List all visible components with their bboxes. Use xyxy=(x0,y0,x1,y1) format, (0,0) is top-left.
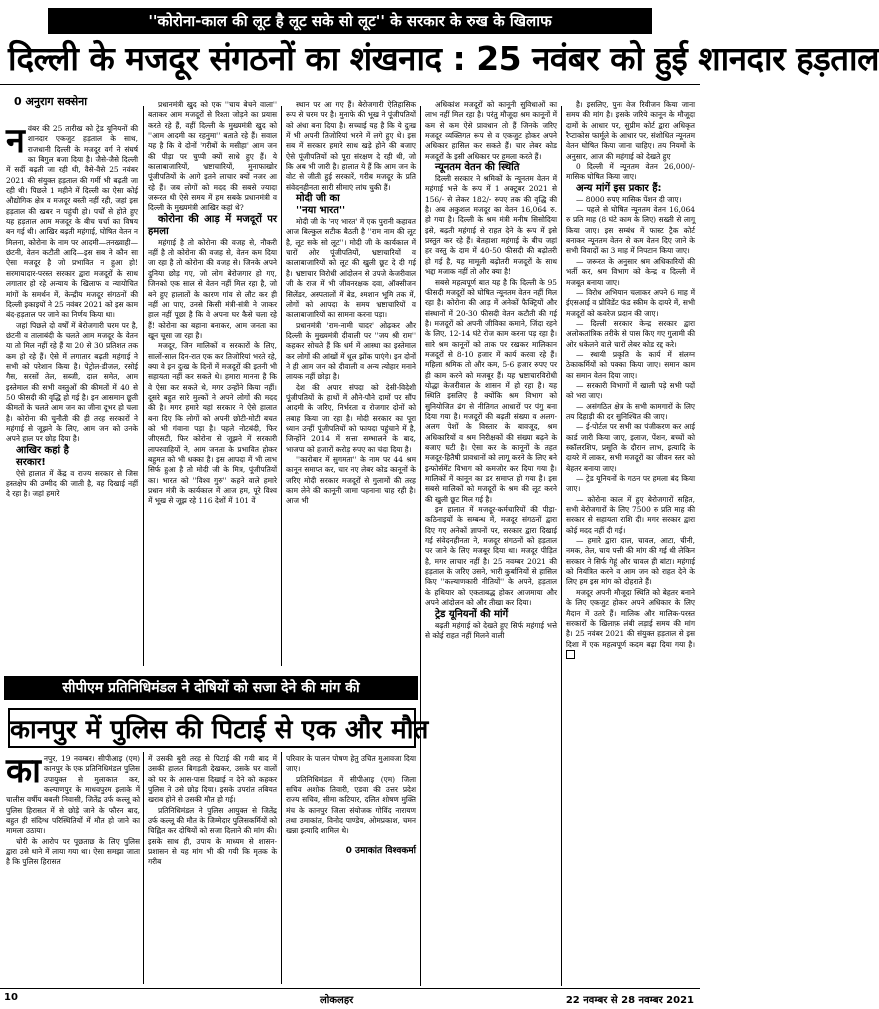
paragraph: 0 दिल्ली में न्यूनतम वेतन 26,000/- मासिक घोषित किया जाए। xyxy=(566,162,695,182)
paragraph: देश की अपार संपदा को देसी-विदेशी पूंजीपतियों के हाथों में औने-पौने दामों पर सौंप आदमी के जरिए, निर्भरता व रोजगार दोनों को तबाह किया जा रहा है। मोदी सरकार का पूरा ध्यान उन्हीं पूंजीपतियों को फायदा पहुंचाने में है, जिन्होंने 2014 में सत्ता सम्भालने के बाद, भाजपा को हजारों करोड़ रुपए का चंदा दिया है। xyxy=(286,382,416,454)
paragraph: इन हालात में मजदूर-कर्मचारियों की पीड़ा-कठिनाइयों के सम्बन्ध में, मजदूर संगठनों द्वारा दिए गए अनेकों ज्ञापनों पर, सरकार द्वारा दिखाई गई संवेदनहीनता ने, मजदूर संगठनों को हड़ताल पर जाने के लिए मजबूर दिया था। मजदूर पीड़ित है, मगर लाचार नहीं है। 25 नवम्बर 2021 की हड़ताल के जरिए उसने, भारी कुर्बानियों से हासिल किए ''कल्याणकारी नीतियों'' के अपने, हड़ताल के हथियार को एकताबद्ध होकर आजमाया और अपने आंदोलन को और तीखा कर दिया। xyxy=(425,505,557,608)
article-column-3 xyxy=(286,100,416,670)
demand-item: — ट्रेड यूनियनों के गठन पर हमला बंद किया जाए। xyxy=(566,474,695,494)
issue-date: 22 नवम्बर से 28 नवम्बर 2021 xyxy=(565,995,694,1006)
paragraph: में उसकी बुरी तरह से पिटाई की गयी बाद में उसकी हालत बिगड़ती देखकर, उसके घर वालों को घर के आस-पास दिखाई न देने को कहकर पुलिस ने उसे छोड़ दिया। इसके उपरांत तबियत खराब होने से उसकी मौत हो गई। xyxy=(148,754,277,805)
paragraph: वंबर की 25 तारीख को ट्रेड यूनियनों की शानदार एकजुट हड़ताल के साथ, राजधानी दिल्ली के मजदूर वर्ग ने संघर्ष का बिगुल बजा दिया है। जैसे-जैसे दिल्ली में सर्दी बढ़ती जा रही थी, वैसे-वैसे 25 नवंबर 2021 की संयुक्त हड़ताल की गर्मी भी बढ़ती जा रही थी। पिछले 1 महीने में दिल्ली का ऐसा कोई औद्योगिक क्षेत्र व मजदूर बस्ती नहीं रही, जहां इस हड़ताल की खबर न पहुंची हो। पर्चों से होते हुए यह हड़ताल आम मजदूर के बीच चर्चा का विषय बन गई थी। आखिर बढ़ती महंगाई, घोषित वेतन न मिलना, कोरोना के नाम पर आदमी—तनख्वाही—छंटनी, वेतन कटौती आदि—इस सब ने कौन सा ऐसा मजदूर है जो प्रभावित न हुआ हो! सरमायादार-परस्त सरकार द्वारा मजदूरों के साथ लगातार हो रहे अन्याय के खिलाफ व न्यायोचित मांगों के समर्थन में, केन्द्रीय मजदूर संगठनों की दिल्ली इकाइयों ने 25 नवंबर 2021 को इस काम बंद-हड़ताल पर जाने का निर्णय किया था। xyxy=(6,124,138,320)
paragraph: ''कारोबार में सुगमता'' के नाम पर 44 श्रम कानून समाप्त कर, चार नए लेबर कोड कानूनों के जरिए मोदी सरकार मजदूरों से गुलामों की तरह काम लेने की कानूनी जामा पहनाना चाह रही है। आज भी xyxy=(286,455,416,506)
column-rule xyxy=(143,106,144,666)
paragraph: बढ़ती महंगाई को देखते हुए सिर्फ महंगाई भत्ते से कोई राहत नहीं मिलने वाली xyxy=(425,620,557,640)
demand-item: — जरूरत के अनुसार श्रम अधिकारियों की भर्ती कर, श्रम विभाग को केन्द्र व दिल्ली में मजबूत बनाया जाए। xyxy=(566,256,695,287)
paragraph: परिवार के पालन पोषण हेतु उचित मुआवजा दिया जाए। xyxy=(286,754,416,774)
author-credit: 0 उमाकांत विश्वकर्मा xyxy=(345,845,416,856)
subheading: न्यूनतम वेतन की स्थिति xyxy=(435,162,520,174)
demand-item: — विरोध अभियान चलाकर अपने 6 माह में ईएसआई व प्रोविडेंट फंड स्कीम के दायरे में, सभी मजदूरों को कवरेज प्रदान की जाए। xyxy=(566,287,695,318)
paragraph: है। इसलिए, पुनः वेज रिवीजन किया जाना समय की मांग है। इसके जरिये कानून के मौजूदा दामों के आधार पर, सुप्रीम कोर्ट द्वारा अधिकृत रैप्टाकोस फार्मूले के आधार पर, संशोधित न्यूनतम वेतन घोषित किया जाना चाहिए। तय नियमों के अनुसार, आज की महंगाई को देखते हुए xyxy=(566,100,695,161)
column-rule xyxy=(420,106,421,986)
page-number: 10 xyxy=(4,992,18,1003)
second-story-kicker: सीपीएम प्रतिनिधिमंडल ने दोषियों को सजा देने की मांग की xyxy=(4,676,418,700)
demand-item: — ई-पोर्टल पर सभी का पंजीकरण कर आई कार्ड जारी किया जाए, इलाज, पेंशन, बच्चों को स्कॉलरशिप, प्रसूति के दौरान लाभ, इत्यादि के दायरे में लाकर, सभी मजदूरों का जीवन स्तर को बेहतर बनाया जाए। xyxy=(566,422,695,473)
demand-item: — कोरोना काल में हुए बेरोजगारों सहित, सभी बेरोजगारों के लिए 7500 रु प्रति माह की सरकार से सहायता राशि दी। मगर सरकार द्वारा कोई मदद नहीं दी गई। xyxy=(566,494,695,535)
subheading: ट्रेड यूनियनों की मांगें xyxy=(435,608,509,620)
paragraph: चोरी के आरोप पर पूछताछ के लिए पुलिस द्वारा उसे थाने में लाया गया था। ऐसा समझा जाता है कि पुलिस हिरासत xyxy=(6,836,140,867)
byline: 0 अनुराग सक्सेना xyxy=(14,95,88,108)
paragraph: प्रधानमंत्री 'राम-नामी चादर' ओढ़कर और दिल्ली के मुख्यमंत्री दीवाली पर ''जय श्री राम'' कहकर सोचते हैं कि धर्म में आस्था का इस्तेमाल कर लोगों की आंखों में धूल झोंक पाएंगे। इन दोनों ने ही आम जन को दीवाली व अन्य त्योहार मनाने लायक नहीं छोड़ा है। xyxy=(286,320,416,382)
subheading: आखिर कहां है xyxy=(16,444,69,456)
column-rule xyxy=(143,752,144,984)
article-column-1 xyxy=(6,121,138,670)
publication-name: लोकलहर xyxy=(320,995,354,1006)
paragraph: अधिकांश मजदूरों को कानूनी सुविधाओं का लाभ नहीं मिल रहा है। परंतु मौजूदा श्रम कानूनों में कम से कम ऐसे प्रावधान तो हैं जिनके जरिए मजदूर व्यक्तिगत रूप से व एकजुट होकर अपने अधिकार हासिल कर सकते हैं। चार लेबर कोड मजदूरों के इसी अधिकार पर हमला करते हैं। xyxy=(425,100,557,161)
second-story-column-2 xyxy=(148,754,277,984)
second-story-column-1 xyxy=(6,751,140,984)
demand-item: — स्थायी प्रकृति के कार्य में संलग्न ठेकाकर्मियों को पक्का किया जाए। समान काम का समान वेतन दिया जाए। xyxy=(566,349,695,380)
paragraph: मजदूर अपनी मौजूदा स्थिति को बेहतर बनाने के लिए एकजुट होकर अपने अधिकार के लिए मैदान में उतरे हैं। मालिक और मालिक-परस्त सरकारों के खिलाफ़ लंबी लड़ाई समय की मांग है। 25 नवंबर 2021 की संयुक्त हड़ताल से इस दिशा में एक महत्वपूर्ण कदम बढ़ा दिया गया है। xyxy=(566,587,695,649)
article-column-5 xyxy=(566,100,695,988)
demand-item: — 8000 रुपए मासिक पेंशन दी जाए। xyxy=(576,194,682,204)
demand-item: — पहले से घोषित न्यूनतम वेतन 16,064 रु प्रति माह (8 घंटे काम के लिए) सख्ती से लागू किया जाए। इस सम्बंध में फास्ट ट्रैक कोर्ट बनाकर न्यूनतम वेतन से कम वेतन दिए जाने के सभी विवादों का 3 माह में निपटान किया जाए। xyxy=(566,205,695,256)
subheading: ''नया भारत'' xyxy=(296,205,346,217)
paragraph: नपुर, 19 नवम्बर। सीपीआइ (एम) कानपुर के एक प्रतिनिधिमंडल पुलिस उपायुक्त से मुलाकात कर, कल्याणपुर के माधवपुरम इलाके में चालीस वर्षीय बबली निवासी, जितेंद्र उर्फ कल्लू को पुलिस हिरासत में से छोड़े जाने के फौरन बाद, बहुत ही संदिग्ध परिस्थितियों में मौत हो जाने का मामला उठाया। xyxy=(6,754,140,836)
paragraph: सबसे महत्वपूर्ण बात यह है कि दिल्ली के 95 फीसदी मजदूरों को घोषित न्यूनतम वेतन नहीं मिल रहा है। कोरोना की आड़ में अनेकों फैक्ट्रियों और संस्थानों में 20-30 फीसदी वेतन कटौती की गई है। मजदूरों को अपनी जीविका कमाने, जिंदा रहने के लिए, 12-14 घंटे रोज काम करना पड़ रहा है। सारे श्रम कानूनों को ताक पर रखकर मालिकान मजदूरों से 8-10 हजार में कार्य करवा रहे हैं। महिला श्रमिक तो और कम, 5-6 हजार रुपए पर ही काम करने को मजबूर हैं। यह भ्रष्टाचारविरोधी योद्धा केजरीवाल के शासन में हो रहा है। यह स्थिति इसलिए है क्योंकि श्रम विभाग को सुनियोजित ढंग से नीतिगत आधारों पर पंगु बना दिया गया है। मजदूरों की बढ़ती संख्या व अलग-अलग पेशों के विस्तार के बावजूद, श्रम अधिकारियों व श्रम निरीक्षकों की संख्या बढ़ने के बजाए घटी है। ऐसा कर के कानूनों के तहत मजदूर-हितैषी प्रावधानों को लागू करने के लिए बने इन्फोर्समेंट विभाग को कमजोर कर दिया गया है। मालिकों में कानून का डर समाप्त हो गया है। इस सबसे मालिकों को मजदूरों के श्रम की लूट करने की खुली छूट मिल गई है। xyxy=(425,277,557,504)
footer-rule xyxy=(0,988,700,989)
subheading: मोदी जी का xyxy=(296,193,340,205)
paragraph: मजदूर, जिन मालिकों व सरकारों के लिए, सालों-साल दिन-रात एक कर तिजोरियां भरते रहे, क्या वे इन दुःख के दिनों में मजदूरों की इतनी भी सहायता नहीं कर सकते थे। हमारा मानना है कि वे ऐसा कर सकते थे, मगर उन्होंने किया नहीं। दूसरे बहुत सारे मुल्कों ने अपने लोगों की मदद की है। मगर हमारे यहां सरकार ने ऐसे हालात बना दिए कि लोगों को अपनी छोटी-मोटी बचत को भी गंवाना पड़ा है। पहले नोटबंदी, फिर जीएसटी, फिर कोरोना से जूझने में सरकारी लापरवाहियों ने, आम जनता के प्रभावित होकर बहुमत को भी धक्का है। इस आपदा में भी लाभ सिर्फ हुआ है तो मोदी जी के मित्र, पूंजीपतियों का। भारत को ''विश्व गुरु'' कहने वाले हमारे प्रधान मंत्री के कार्यकाल में आज हम, पूरे विश्व में भूख से जूझ रहे 116 देशों में 101 वें xyxy=(148,341,277,506)
top-banner: ''कोरोना-काल की लूट है लूट सके सो लूट'' के सरकार के रुख के खिलाफ xyxy=(48,8,652,34)
main-headline: दिल्ली के मजदूर संगठनों का शंखनाद : 25 नवंबर को हुई शानदार हड़ताल xyxy=(8,39,879,78)
drop-cap: न xyxy=(6,121,25,161)
paragraph: प्रतिनिधिमंडल में सीपीआइ (एम) जिला सचिव अशोक तिवारी, एडवा की उत्तर प्रदेश राज्य सचिव, सीमा कटियार, दलित शोषण मुक्ति मंच के कानपुर जिला संयोजक गोविंद नारायण तथा उमाकांत, विनोद पाण्डेय, ओमप्रकाश, चमन खन्ना इत्यादि शामिल थे। xyxy=(286,774,416,836)
subheading: सरकार! xyxy=(16,456,46,468)
demand-item: — असंगठित क्षेत्र के सभी कामगारों के लिए तय दिहाड़ी की दर सुनिश्चित की जाए। xyxy=(566,401,695,421)
demand-item: — सरकारी विभागों में खाली पड़े सभी पदों को भरा जाए। xyxy=(566,380,695,401)
paragraph: जहां पिछले दो वर्षों में बेरोजगारी चरम पर है, छंटनी व तालाबंदी के चलते आम मजदूर के वेतन या तो मिल नहीं रहे हैं या 20 से 30 प्रतिशत तक कम हो रहे हैं। ऐसे में लगातार बढ़ती महंगाई ने सभी को परेशान किया है। पेट्रोल-डीजल, रसोई गैस, सरसों तेल, सब्जी, दाल समेत, आम इस्तेमाल की सभी वस्तुओं की कीमतों में 40 से 50 फीसदी की वृद्धि हो गई है। इन आसमान छूती कीमतों के चलते आम जन का जीना दूभर हो चला है। कोरोना की चुनौती की ही तरह सरकारों ने महंगाई से जूझने के लिए, आम जन को उनके अपने हाल पर छोड़ दिया है। xyxy=(6,320,138,444)
end-mark-icon xyxy=(566,650,575,659)
subheading: अन्य मांगें इस प्रकार हैं: xyxy=(576,182,662,194)
drop-cap: का xyxy=(6,751,41,791)
second-story-column-3 xyxy=(286,754,416,984)
paragraph: प्रधानमंत्री खुद को एक ''चाय बेचने वाला'' बताकर आम मजदूरों से रिश्ता जोड़ने का प्रयास करते रहे हैं, वहीं दिल्ली के मुख्यमंत्री खुद को ''आम आदमी का रहनुमा'' बताते रहे हैं। सवाल यह है कि वे दोनों 'गरीबों के मसीहा' आम जन की पीड़ा पर चुप्पी क्यों साधे हुए हैं। ये कालाबाजारियों, भ्रष्टाचारियों, मुनाफाखोर पूंजीपतियों के आगे इतने लाचार क्यों नजर आ रहे हैं। जब लोगों को मदद की सबसे ज्यादा जरूरत थी ऐसे समय में हम सबके प्रधानमंत्री व दिल्ली के मुख्यमंत्री आखिर कहां थे? xyxy=(148,100,277,213)
second-story-headline: कानपुर में पुलिस की पिटाई से एक और मौत xyxy=(8,708,416,748)
paragraph: प्रतिनिधिमंडल ने पुलिस आयुक्त से जितेंद्र उर्फ कल्लू की मौत के जिम्मेदार पुलिसकर्मियों को चिह्नित कर दोषियों को सजा दिलाने की मांग की। इसके साथ ही, उपाय के माध्यम से शासन-प्रशासन से यह मांग भी की गयी कि मृतक के गरीब xyxy=(148,805,277,867)
paragraph: मोदी जी के 'नए भारत' में एक पुरानी कहावत आज बिल्कुल सटीक बैठती है ''राम नाम की लूट है, लूट सके सो लूट''। मोदी जी के कार्यकाल में चारों ओर पूंजीपतियों, भ्रष्टाचारियों व कालाबाजारियों को लूट की खुली छूट दे दी गई है। भ्रष्टाचार विरोधी आंदोलन से उपजे केजरीवाल जी के राज में भी जीवनरक्षक दवा, ऑक्सीजन सिलेंडर, अस्पतालों में बेड, श्मशान भूमि तक में, लोगों को आपदा के समय भ्रष्टाचारियों व कालाबाजारियों का सामना करना पड़ा। xyxy=(286,217,416,320)
paragraph: महंगाई है तो कोरोना की वजह से, नौकरी नहीं है तो कोरोना की वजह से, वेतन कम दिया जा रहा है तो कोरोना की वजह से। जिनके अपने दुनिया छोड़ गए, जो लोग बेरोजगार हो गए, जिनको एक साल से वेतन नहीं मिल रहा है, जो बने हुए हालातों के कारण गांव से लौट कर ही नहीं आ पाए, उनसे किसी मंत्री-संत्री ने जाकर हाल नहीं पूछा है कि वे अपना घर कैसे चला रहे हैं! कोरोना का बहाना बनाकर, आम जनता का खून चूसा जा रहा है। xyxy=(148,237,277,340)
article-column-4 xyxy=(425,100,557,986)
demand-item: — हमारे द्वारा दाल, चावल, आटा, चीनी, नमक, तेल, चाय पत्ती की मांग की गई थी लेकिन सरकार ने सिर्फ गेहूं और चावल ही बांटा। महंगाई को नियंत्रित करने व आम जन को राहत देने के लिए हम इस मांग को दोहराते हैं। xyxy=(566,536,695,587)
paragraph: स्थान पर आ गए हैं। बेरोजगारी ऐतिहासिक रूप से चरम पर है। मुनाफे की भूख ने पूंजीपतियों को अंधा बना दिया है। सच्चाई यह है कि ये दुःख में भी अपनी तिजोरियां भरने में लगे हुए थे। इस सब में सरकार हमारे साथ खड़े होने की बजाए ऐसे पूंजीपतियों को पूरा संरक्षण दे रही थी, जो कि अब भी जारी है। हालात ये हैं कि आम जन के वोट से जीती हुई सरकारें, गरीब मजदूर के प्रति संवेदनहीनता सारी सीमाएं लांघ चुकी हैं। xyxy=(286,100,416,192)
headline-rule xyxy=(0,84,700,85)
subheading: कोरोना की आड़ में मजदूरों पर हमला xyxy=(148,213,277,237)
paragraph: ऐसे हालात में केंद्र व राज्य सरकार से जिस हस्तक्षेप की उम्मीद की जाती है, वह दिखाई नहीं दे रहा है। जहां हमारे xyxy=(6,468,138,499)
paragraph: दिल्ली सरकार ने श्रमिकों के न्यूनतम वेतन में महंगाई भत्ते के रूप में 1 अक्टूबर 2021 से 156/- से लेकर 182/- रुपए तक की वृद्धि की है। अब अकुशल मजदूर का वेतन 16,064 रु. हो गया है। दिल्ली के श्रम मंत्री मनीष सिसोदिया इसे, बढ़ती महंगाई से राहत देने के रूप में इसे प्रस्तुत कर रहे हैं। बेतहाशा महंगाई के बीच जहां हर वस्तु के दाम में 40-50 फीसदी की बढ़ोतरी हो गई है, यह मामूली बढ़ोतरी मजदूरों के साथ भद्दा मजाक नहीं तो और क्या है! xyxy=(425,174,557,277)
column-rule xyxy=(281,752,282,984)
article-column-2 xyxy=(148,100,277,670)
column-rule xyxy=(281,106,282,666)
demand-item: — दिल्ली सरकार केन्द्र सरकार द्वारा अलोकतांत्रिक तरीके से पास किए गए गुलामी की ओर धकेलने वाले चारों लेबर कोड रद्द करे। xyxy=(566,318,695,349)
column-rule xyxy=(561,106,562,986)
